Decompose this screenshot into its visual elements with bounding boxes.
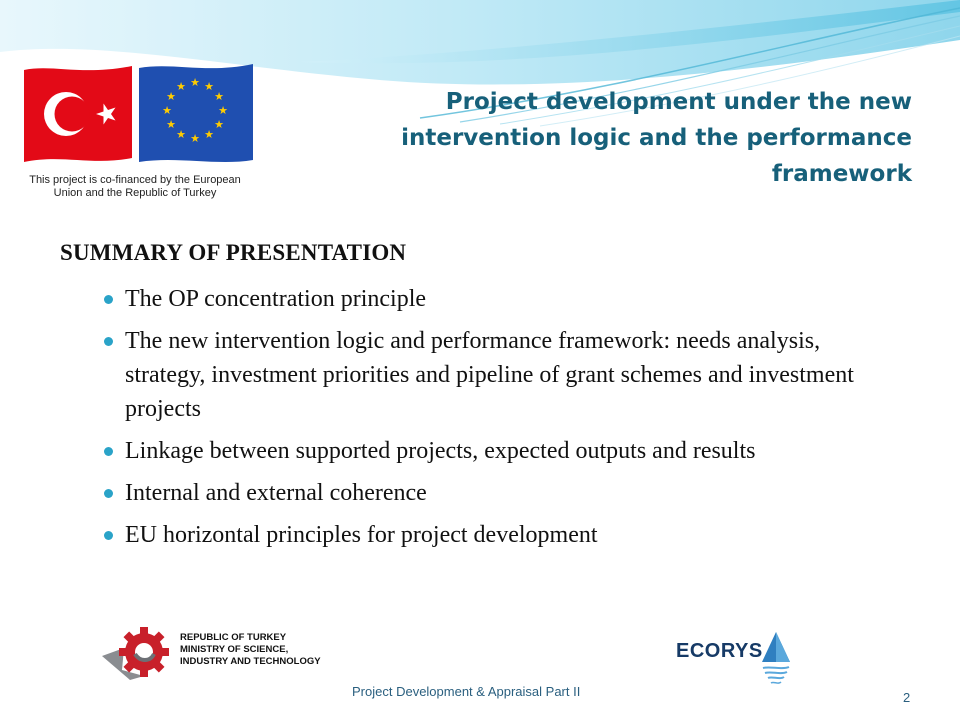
svg-text:★: ★ <box>204 80 214 93</box>
eu-flag-icon <box>137 62 255 166</box>
bullet-text: Internal and external coherence <box>125 480 427 506</box>
ecorys-logo <box>676 630 794 686</box>
svg-text:★: ★ <box>190 76 200 89</box>
svg-text:★: ★ <box>204 128 214 141</box>
bullet-item <box>104 324 884 426</box>
bullet-item <box>104 518 884 552</box>
footer-caption: Project Development & Appraisal Part II <box>352 684 581 699</box>
ministry-line-2: MINISTRY OF SCIENCE, <box>180 644 289 655</box>
bullet-text: EU horizontal principles for project development <box>125 522 598 548</box>
ministry-line-1: REPUBLIC OF TURKEY <box>180 632 287 643</box>
bullet-text: Linkage between supported projects, expected outputs and results <box>125 438 756 464</box>
page-number: 2 <box>903 690 911 705</box>
turkey-flag-icon <box>22 62 134 166</box>
svg-text:★: ★ <box>162 104 172 117</box>
ministry-name <box>180 632 321 668</box>
bullet-item <box>104 282 884 316</box>
bullet-dot-icon <box>104 531 113 540</box>
ecorys-logo-icon <box>760 630 792 686</box>
bullet-item <box>104 476 884 510</box>
bullet-dot-icon <box>104 447 113 456</box>
bullet-text: The new intervention logic and performance framework: needs analysis, strategy, investment priorities and pipeline of grant schemes and investment projects <box>125 328 854 422</box>
summary-bullet-list <box>104 282 884 560</box>
bullet-dot-icon <box>104 295 113 304</box>
svg-text:★: ★ <box>218 104 228 117</box>
bullet-text: The OP concentration principle <box>125 286 427 312</box>
svg-text:★: ★ <box>214 90 224 103</box>
bullet-dot-icon <box>104 489 113 498</box>
summary-heading: SUMMARY OF PRESENTATION <box>60 240 407 265</box>
svg-text:★: ★ <box>166 90 176 103</box>
cofinancing-line-1: This project is co-financed by the European <box>29 174 241 186</box>
cofinancing-note <box>0 174 270 200</box>
svg-text:★: ★ <box>214 118 224 131</box>
svg-text:★: ★ <box>166 118 176 131</box>
cofinancing-line-2: Union and the Republic of Turkey <box>53 187 217 199</box>
svg-text:★: ★ <box>176 80 186 93</box>
bullet-dot-icon <box>104 337 113 346</box>
bullet-item <box>104 434 884 468</box>
svg-text:★: ★ <box>190 132 200 145</box>
svg-text:★: ★ <box>176 128 186 141</box>
ecorys-wordmark: ECORYS <box>676 640 763 662</box>
ministry-gear-logo-icon <box>100 626 178 682</box>
slide-title: Project development under the new intervention logic and the performance framework <box>401 89 912 187</box>
ministry-line-3: INDUSTRY AND TECHNOLOGY <box>180 656 321 667</box>
